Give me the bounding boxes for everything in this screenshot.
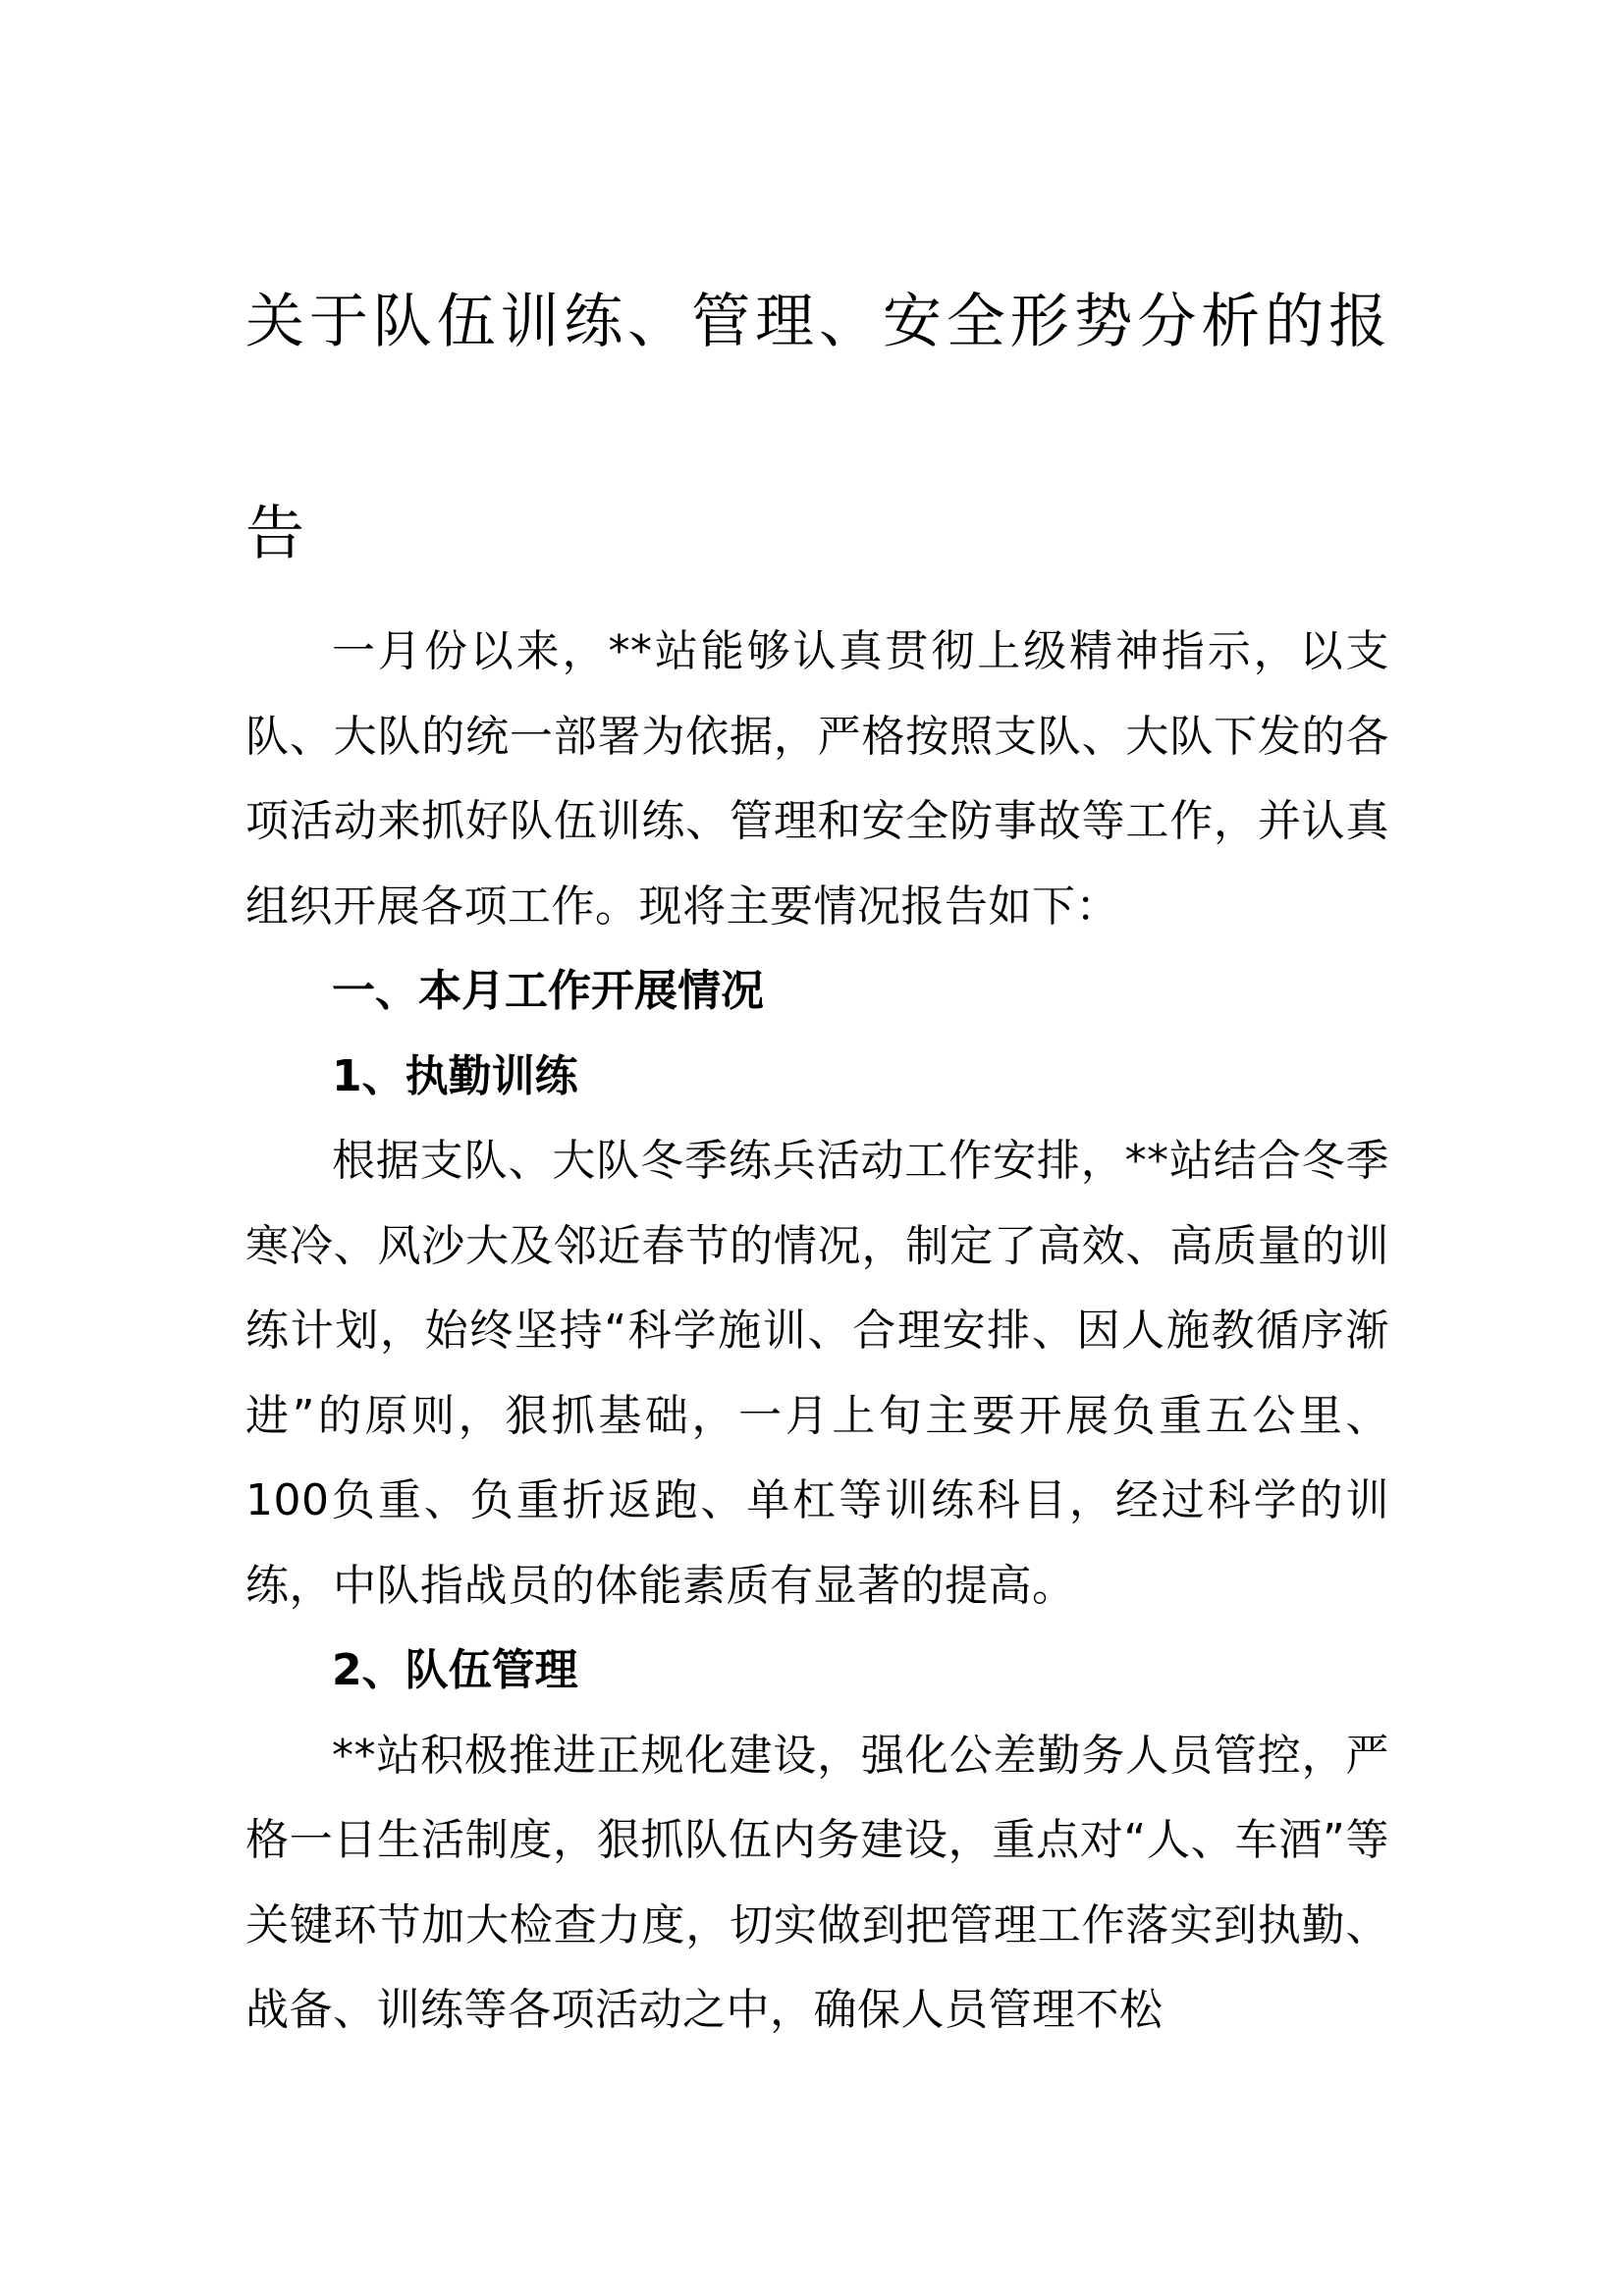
intro-paragraph: 一月份以来，**站能够认真贯彻上级精神指示，以支队、大队的统一部署为依据，严格按照支队、大队下发的各项活动来抓好队伍训练、管理和安全防事故等工作，并认真组织开展各项工作。现将主要情况报告如下： [245,626,1389,932]
subsection-heading: 2、队伍管理 [332,1645,578,1695]
subsection-heading: 1、执勤训练 [332,1050,578,1101]
section-heading: 一、本月工作开展情况 [332,966,764,1016]
document-title: 关于队伍训练、管理、安全形势分析的报告 [245,288,1389,568]
subsection-paragraph: **站积极推进正规化建设，强化公差勤务人员管控，严格一日生活制度，狠抓队伍内务建设，重点对“人、车酒”等关键环节加大检查力度，切实做到把管理工作落实到执勤、战备、训练等各项活动之中，确保人员管理不松 [245,1730,1389,2035]
document-body [245,610,1389,2054]
subsection-paragraph: 根据支队、大队冬季练兵活动工作安排，**站结合冬季寒冷、风沙大及邻近春节的情况，制定了高效、高质量的训练计划，始终坚持“科学施训、合理安排、因人施教循序渐进”的原则，狠抓基础，一月上旬主要开展负重五公里、100负重、负重折返跑、单杠等训练科目，经过科学的训练，中队指战员的体能素质有显著的提高。 [245,1136,1389,1611]
